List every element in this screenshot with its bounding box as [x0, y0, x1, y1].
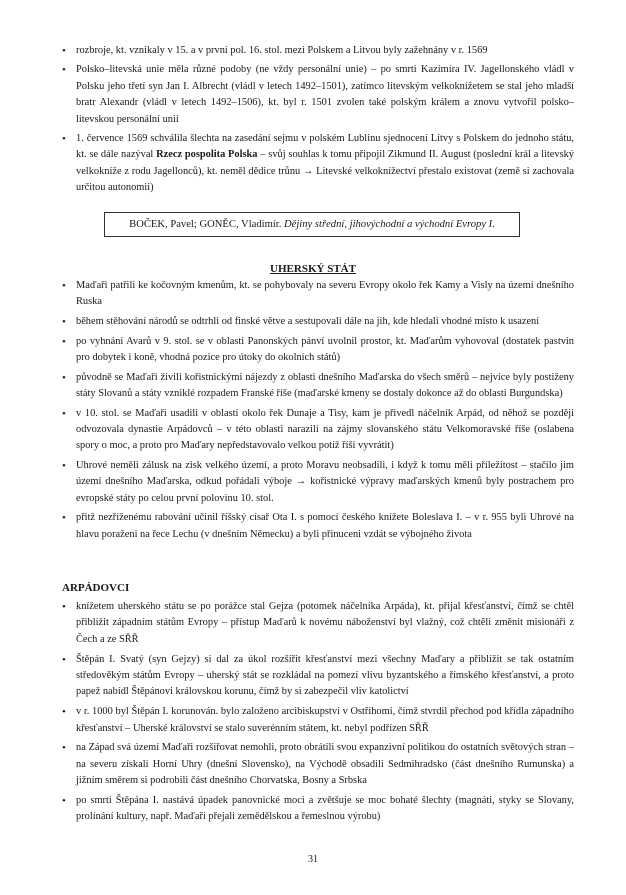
list-item: • Uhrové neměli zálusk na zisk velkého území, a proto Moravu neobsadili, i když k tomu měli příležitost – stačilo jim území dnešního Maďarska, odkud pořádali výboje → kořistnické výpravy maďarských kmenů byly postrachem pro evropské státy po celou první polovinu 10. stol. [62, 458, 574, 507]
list-item: • přitž nezříženému rabování učinil říšský císař Ota I. s pomocí českého knížete Boleslava I. – v r. 955 byli Uhrové na hlavu poraženi na řece Lechu (v dnešním Německu) a byli přinuceni vzdát se výbojného života [62, 510, 574, 543]
list-item: • Maďaři patřili ke kočovným kmenům, kt. se pohybovaly na severu Evropy okolo řek Kamy a Visly na území dnešního Ruska [62, 278, 574, 311]
list-item: • po vyhnání Avarů v 9. stol. se v oblasti Panonských pánví uvolnil prostor, kt. Maďarům vyhovoval (dostatek pastvin pro dobytek i koně, vhodná pozice pro útoky do okolních států) [62, 334, 574, 367]
section-heading-uhersky-stat: UHERSKÝ STÁT [270, 263, 356, 275]
list-item: • původně se Maďaři živili kořistnickými nájezdy z oblasti dnešního Maďarska do všech směrů – nejvíce byly postiženy státy Slovanů a státy vzniklé rozpadem Franské říše (maďarské kmeny se dostaly dokonce až do oblasti Burgundska) [62, 370, 574, 403]
list-item: • v 10. stol. se Maďaři usadili v oblasti okolo řek Dunaje a Tisy, kam je přivedl náčelník Arpád, od něhož se později odvozovala dynastie Arpádovců – v této oblasti narazili na zájmy slovanského státu Velkomoravské říše (oslabena spory o moc, a proto pro Maďary nepředstavovalo velkou potíž říši vyvrátit) [62, 406, 574, 455]
list-item: • na Západ svá území Maďaři rozšiřovat nemohli, proto obrátili svou expanzivní politikou do ostatních světových stran – na severu získali Horní Uhry (dnešní Slovensko), na Východě obsadili Sedmihradsko (část dnešního Rumunska) a jižním směrem si podrobili část dnešního Chorvatska, Bosny a Srbska [62, 740, 574, 789]
reference-authors: BOČEK, Pavel; GONĚC, Vladimír. [129, 219, 282, 230]
bold-term: Rzecz pospolita Polska [156, 149, 258, 161]
section-heading-arpadovci: ARPÁDOVCI [62, 582, 130, 594]
list-item-text: 1. července 1569 schválila šlechta na zasedání sejmu v polském Lublinu sjednocení Litvy s Polskem do jednoho státu, kt. se dále nazýval [76, 133, 574, 161]
list-item: • po smrti Štěpána I. nastává úpadek panovnické moci a zvětšuje se moc bohaté šlechty (magnáti, styky se Slovany, prolínání kultury, např. Maďaři přejali zemědělskou a řemeslnou výrobu) [62, 793, 574, 826]
list-item-text: – svůj souhlas k tomu připojil Zikmund II. August (poslední král a litevský velkokníže z rodu Jagellonců), kt. neměl dědice trůnu → Litevské velkoknížectví přestalo existovat (země si zachovala určitou autonomii) [76, 149, 575, 194]
list-item: • v r. 1000 byl Štěpán I. korunován. bylo založeno arcibiskupství v Ostřihomi, čímž stvrdil přechod pod křídla západního křesťanství – Uherské království se stalo suverénním státem, kt. nebyl podřízen SŘŘ [62, 704, 574, 737]
bullet-list-arpadovci [62, 599, 574, 829]
list-item: • Štěpán I. Svatý (syn Gejzy) si dal za úkol rozšířit křesťanství mezi všechny Maďary a přiblížit se tak ostatním středověkým státům Evropy – uherský stát se rozkládal na pomezí vlivu byzantského a římského křesťanství, a proto papež nabídl Štěpánovi královskou korunu, čímž by si zabezpečil vliv katolictví [62, 652, 574, 701]
list-item: • Polsko–litevská unie měla různé podoby (ne vždy personální unie) – po smrti Kazimíra IV. Jagellonského vládl v Polsku jeho třetí syn Jan I. Albrecht (vládl v letech 1492–1501), zatímco litevským velkoknížetem se stal jeho mladší bratr Alexandr (vládl v letech 1492–1506), kt. byl r. 1501 zvolen také polským králem a znovu vytvořil polsko–litevskou personální unii [62, 62, 574, 128]
list-item: • rozbroje, kt. vznikaly v 15. a v první pol. 16. stol. mezi Polskem a Litvou byly zažehnány v r. 1569 [62, 43, 574, 59]
list-item: • knížetem uherského státu se po porážce stal Gejza (potomek náčelníka Arpáda), kt. přijal křesťanství, čímž se chtěl přiblížit západním státům Evropy – přístup Maďarů k novému náboženství byl vlažný, což chtěli změnit misionáři z Čech a ze SŘŘ [62, 599, 574, 648]
bullet-list-uhersky-stat [62, 278, 574, 546]
bullet-list-polish-lithuanian [62, 43, 574, 200]
list-item [62, 131, 574, 197]
reference-title: Dějiny střední, jihovýchodní a východní Evropy I. [284, 219, 495, 230]
reference-box [104, 212, 520, 237]
page-number: 31 [308, 854, 318, 865]
list-item: • během stěhování národů se odtrhli od finské větve a sestupovali dále na jih, kde hledali vhodné místo k usazení [62, 314, 574, 330]
